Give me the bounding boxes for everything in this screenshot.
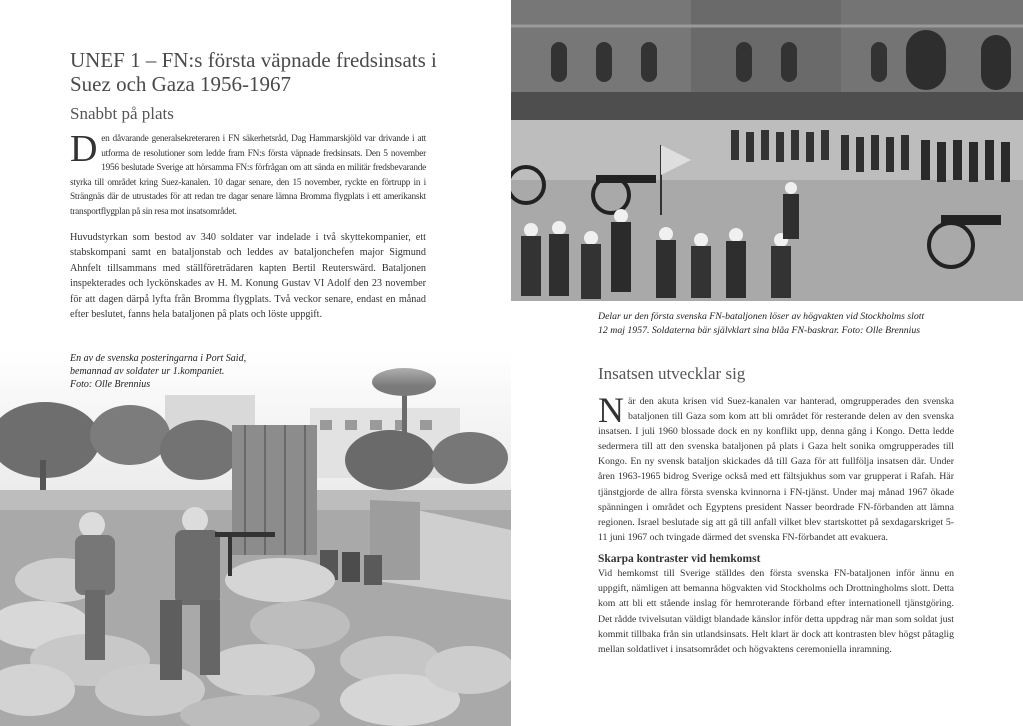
page-title: UNEF 1 – FN:s första väpnade fredsinsats i Suez och Gaza 1956-1967	[70, 48, 437, 96]
drop-cap: D	[70, 128, 98, 170]
stockholm-palace-guard-photo	[511, 0, 1023, 301]
caption-line: En av de svenska posteringarna i Port Said,	[70, 353, 247, 364]
body-paragraph: Huvudstyrkan som bestod av 340 soldater var indelade i två skyttekompanier, ett stabskompani samt en bataljonstab och leddes av bataljonchefen major Sigmund Ahnfelt tillsammans med ställföreträdaren kapten Bertil Reuterswärd. Bataljonen inspekterades och lyckönskades av H. M. Konung Gustav VI Adolf den 23 november för att dagen därpå lyfta från Bromma flygplats. Två veckor senare, endast en månad efter beslutet, fanns hela bataljonen på plats och löste uppgift.	[70, 232, 426, 321]
insatsen-paragraph	[598, 390, 954, 545]
caption-line: Foto: Olle Brennius	[70, 379, 151, 391]
insatsen-text: är den akuta krisen vid Suez-kanalen var hanterad, omgrupperades den svenska bataljonen till Gaza som kom att bli området för resterande delen av den svenska insatsen. I juli 1960 blossade dock en ny konflikt upp, denna gång i Kongo. Detta ledde sedermera till att den svenska bataljonen på plats i Gaza helt sonika omgrupperades till Kongo. En ny svensk bataljon skickades då till Gaza för att fullfölja insatsen där. Under åren 1963-1965 bidrog Sverige också med ett fältsjukhus som var grupperat i Rafah. Här tjänstgjorde de allra första svenska kvinnorna i FN-tjänst. Under maj månad 1967 ökade spänningen i området och Egyptens president Nasser beordrade FN-förbanden att lämna regionen. Israel beslutade sig att gå till anfall vilket blev startskottet på sexdagarskriget 5-11 juni 1967 och tvingade därmed det svenska FN-förbandet att evakuera.	[598, 396, 954, 543]
photo-caption-palace	[598, 310, 978, 337]
section-heading-kontraster: Skarpa kontraster vid hemkomst	[598, 553, 761, 565]
drop-cap: N	[598, 390, 624, 430]
left-page	[0, 0, 511, 726]
caption-line: bemannad av soldater ur 1.kompaniet.	[70, 366, 225, 378]
intro-text: en dåvarande generalsekreteraren i FN säkerhetsråd, Dag Hammarskjöld var drivande i att utforma de resolutioner som ledde fram FN:s första väpnade fredsinsats. Den 5 november 1956 beslutade Sverige att hörsamma FN:s förfrågan om att sända en militär fredsbevarande styrka till området kring Suez-kanalen. 10 dagar senare, den 15 november, ryckte en förtrupp in i Strängnäs där de utrustades för att redan tre dagar senare lämna Bromma flygplats i ett amerikanskt transportflygplan på sin resa mot insatsområdet.	[70, 134, 426, 217]
intro-paragraph	[70, 128, 426, 220]
kontraster-paragraph: Vid hemkomst till Sverige ställdes den första svenska FN-bataljonen inför ännu en uppgift, nämligen att bemanna högvakten vid Stockholms och Drottningholms slott. Detta kom att bli ett stående inslag för hemroterande förband efter internationell tjänstgöring. Det rådde tvivelsutan väldigt blandade känslor inför detta uppdrag när man som soldat just kommit tillbaka från sin utlandsinsats. Helt klart är dock att kontrasten blev högst påtaglig mellan soldatlivet i insatsområdet och högvaktens ceremoniella inramning.	[598, 568, 954, 656]
caption-line: Delar ur den första svenska FN-bataljonen löser av högvakten vid Stockholms slott	[598, 311, 925, 322]
section-heading-insatsen: Insatsen utvecklar sig	[598, 364, 746, 383]
caption-line: 12 maj 1957. Soldaterna bär självklart sina blåa FN-baskrar. Foto: Olle Brennius	[598, 324, 921, 336]
port-said-photo	[0, 340, 511, 726]
photo-caption-port-said	[70, 352, 260, 392]
section-heading-snabbt: Snabbt på plats	[70, 104, 174, 123]
